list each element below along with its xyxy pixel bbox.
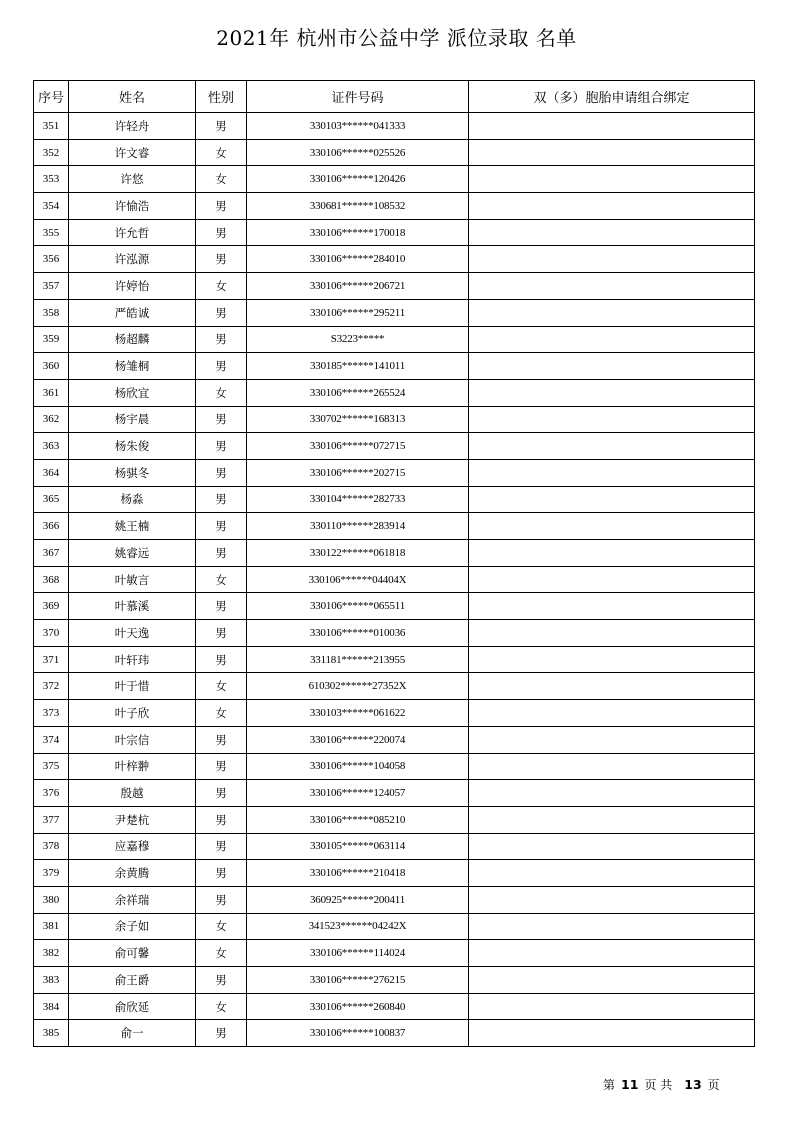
cell-twin-binding — [469, 513, 755, 540]
cell-id-number: 330106******04404X — [247, 566, 469, 593]
cell-name: 杨朱俊 — [69, 433, 196, 460]
cell-twin-binding — [469, 860, 755, 887]
cell-id-number: 330106******170018 — [247, 219, 469, 246]
cell-id-number: 330185******141011 — [247, 353, 469, 380]
cell-name: 许愉浩 — [69, 193, 196, 220]
cell-seq: 369 — [34, 593, 69, 620]
cell-twin-binding — [469, 540, 755, 567]
table-row — [34, 193, 755, 220]
cell-seq: 381 — [34, 913, 69, 940]
page-title: 2021年 杭州市公益中学 派位录取 名单 — [216, 26, 577, 50]
cell-id-number: 330106******220074 — [247, 726, 469, 753]
cell-twin-binding — [469, 673, 755, 700]
table-row — [34, 566, 755, 593]
cell-gender: 男 — [196, 806, 247, 833]
cell-name: 俞欣延 — [69, 993, 196, 1020]
cell-name: 杨超麟 — [69, 326, 196, 353]
cell-name: 姚睿远 — [69, 540, 196, 567]
table-row — [34, 326, 755, 353]
cell-name: 姚王楠 — [69, 513, 196, 540]
cell-name: 许泓源 — [69, 246, 196, 273]
cell-id-number: 330106******210418 — [247, 860, 469, 887]
cell-name: 许悠 — [69, 166, 196, 193]
cell-gender: 男 — [196, 193, 247, 220]
cell-twin-binding — [469, 646, 755, 673]
cell-name: 杨雏桐 — [69, 353, 196, 380]
cell-twin-binding — [469, 166, 755, 193]
column-header-seq: 序号 — [34, 81, 69, 113]
table-row — [34, 753, 755, 780]
cell-seq: 365 — [34, 486, 69, 513]
cell-id-number: 610302******27352X — [247, 673, 469, 700]
cell-name: 俞可馨 — [69, 940, 196, 967]
cell-seq: 377 — [34, 806, 69, 833]
cell-id-number: 330103******061622 — [247, 700, 469, 727]
cell-gender: 男 — [196, 540, 247, 567]
cell-name: 叶宗信 — [69, 726, 196, 753]
cell-gender: 男 — [196, 967, 247, 994]
cell-id-number: 330106******114024 — [247, 940, 469, 967]
cell-name: 俞王爵 — [69, 967, 196, 994]
cell-seq: 359 — [34, 326, 69, 353]
cell-id-number: 330105******063114 — [247, 833, 469, 860]
cell-seq: 372 — [34, 673, 69, 700]
cell-id-number: 330106******072715 — [247, 433, 469, 460]
table-row — [34, 433, 755, 460]
cell-id-number: 330122******061818 — [247, 540, 469, 567]
cell-name: 叶敏言 — [69, 566, 196, 593]
cell-seq: 368 — [34, 566, 69, 593]
cell-seq: 353 — [34, 166, 69, 193]
cell-seq: 371 — [34, 646, 69, 673]
table-body — [34, 113, 755, 1047]
cell-name: 叶于惜 — [69, 673, 196, 700]
cell-gender: 男 — [196, 593, 247, 620]
cell-name: 余子如 — [69, 913, 196, 940]
cell-name: 严皓诚 — [69, 299, 196, 326]
cell-id-number: 341523******04242X — [247, 913, 469, 940]
cell-gender: 男 — [196, 353, 247, 380]
table-row — [34, 673, 755, 700]
cell-id-number: 330106******202715 — [247, 459, 469, 486]
table-row — [34, 513, 755, 540]
cell-id-number: 330106******295211 — [247, 299, 469, 326]
cell-gender: 女 — [196, 166, 247, 193]
cell-seq: 374 — [34, 726, 69, 753]
cell-twin-binding — [469, 967, 755, 994]
cell-id-number: 330106******120426 — [247, 166, 469, 193]
table-row — [34, 299, 755, 326]
cell-seq: 366 — [34, 513, 69, 540]
cell-gender: 男 — [196, 860, 247, 887]
cell-twin-binding — [469, 1020, 755, 1047]
cell-id-number: 331181******213955 — [247, 646, 469, 673]
cell-gender: 女 — [196, 379, 247, 406]
cell-twin-binding — [469, 620, 755, 647]
admission-roster-table — [33, 80, 755, 1047]
cell-gender: 男 — [196, 326, 247, 353]
cell-seq: 352 — [34, 139, 69, 166]
cell-name: 叶慕溪 — [69, 593, 196, 620]
cell-twin-binding — [469, 299, 755, 326]
cell-gender: 男 — [196, 726, 247, 753]
table-row — [34, 886, 755, 913]
cell-name: 应嘉穆 — [69, 833, 196, 860]
cell-id-number: 330106******100837 — [247, 1020, 469, 1047]
cell-twin-binding — [469, 726, 755, 753]
cell-name: 俞一 — [69, 1020, 196, 1047]
cell-id-number: 330106******276215 — [247, 967, 469, 994]
cell-id-number: 330106******065511 — [247, 593, 469, 620]
cell-twin-binding — [469, 753, 755, 780]
cell-gender: 男 — [196, 513, 247, 540]
cell-id-number: 330106******025526 — [247, 139, 469, 166]
cell-seq: 375 — [34, 753, 69, 780]
footer-middle: 页 共 — [644, 1078, 673, 1092]
cell-twin-binding — [469, 273, 755, 300]
cell-name: 余祥瑞 — [69, 886, 196, 913]
cell-gender: 男 — [196, 646, 247, 673]
cell-gender: 男 — [196, 299, 247, 326]
cell-twin-binding — [469, 833, 755, 860]
cell-gender: 男 — [196, 459, 247, 486]
cell-name: 杨欣宜 — [69, 379, 196, 406]
table-row — [34, 620, 755, 647]
cell-id-number: 330106******124057 — [247, 780, 469, 807]
table-row — [34, 860, 755, 887]
cell-id-number: 330103******041333 — [247, 113, 469, 140]
cell-seq: 383 — [34, 967, 69, 994]
cell-gender: 男 — [196, 219, 247, 246]
footer-prefix: 第 — [603, 1078, 616, 1092]
cell-gender: 男 — [196, 433, 247, 460]
footer-suffix: 页 — [707, 1078, 720, 1092]
cell-twin-binding — [469, 139, 755, 166]
cell-name: 杨骐冬 — [69, 459, 196, 486]
cell-seq: 356 — [34, 246, 69, 273]
table-row — [34, 219, 755, 246]
cell-id-number: 330106******206721 — [247, 273, 469, 300]
cell-twin-binding — [469, 326, 755, 353]
cell-twin-binding — [469, 433, 755, 460]
cell-gender: 男 — [196, 113, 247, 140]
cell-gender: 女 — [196, 913, 247, 940]
cell-twin-binding — [469, 700, 755, 727]
cell-twin-binding — [469, 940, 755, 967]
cell-gender: 男 — [196, 886, 247, 913]
cell-twin-binding — [469, 246, 755, 273]
cell-seq: 370 — [34, 620, 69, 647]
cell-twin-binding — [469, 993, 755, 1020]
table-row — [34, 780, 755, 807]
table-row — [34, 273, 755, 300]
cell-name: 殷越 — [69, 780, 196, 807]
cell-name: 叶梓翀 — [69, 753, 196, 780]
cell-twin-binding — [469, 593, 755, 620]
table-row — [34, 353, 755, 380]
cell-id-number: 330106******085210 — [247, 806, 469, 833]
total-pages-number: 13 — [684, 1077, 702, 1092]
cell-seq: 355 — [34, 219, 69, 246]
table-row — [34, 139, 755, 166]
cell-seq: 376 — [34, 780, 69, 807]
table-row — [34, 726, 755, 753]
cell-name: 叶轩玮 — [69, 646, 196, 673]
cell-gender: 女 — [196, 993, 247, 1020]
cell-twin-binding — [469, 113, 755, 140]
cell-seq: 351 — [34, 113, 69, 140]
cell-seq: 373 — [34, 700, 69, 727]
table-row — [34, 593, 755, 620]
cell-name: 尹楚杭 — [69, 806, 196, 833]
cell-gender: 男 — [196, 833, 247, 860]
table-row — [34, 540, 755, 567]
cell-seq: 361 — [34, 379, 69, 406]
cell-twin-binding — [469, 806, 755, 833]
cell-gender: 男 — [196, 246, 247, 273]
cell-gender: 男 — [196, 620, 247, 647]
column-header-name: 姓名 — [69, 81, 196, 113]
cell-gender: 女 — [196, 940, 247, 967]
table-row — [34, 379, 755, 406]
cell-seq: 362 — [34, 406, 69, 433]
current-page-number: 11 — [621, 1077, 639, 1092]
cell-seq: 364 — [34, 459, 69, 486]
cell-id-number: 330702******168313 — [247, 406, 469, 433]
cell-seq: 354 — [34, 193, 69, 220]
table-row — [34, 993, 755, 1020]
cell-twin-binding — [469, 219, 755, 246]
cell-gender: 男 — [196, 406, 247, 433]
cell-seq: 358 — [34, 299, 69, 326]
cell-id-number: 330104******282733 — [247, 486, 469, 513]
cell-seq: 378 — [34, 833, 69, 860]
table-row — [34, 459, 755, 486]
cell-seq: 379 — [34, 860, 69, 887]
cell-gender: 男 — [196, 486, 247, 513]
cell-twin-binding — [469, 406, 755, 433]
cell-name: 许文睿 — [69, 139, 196, 166]
cell-gender: 男 — [196, 780, 247, 807]
cell-twin-binding — [469, 566, 755, 593]
column-header-gender: 性别 — [196, 81, 247, 113]
cell-seq: 382 — [34, 940, 69, 967]
table-row — [34, 1020, 755, 1047]
column-header-twin-binding: 双（多）胞胎申请组合绑定 — [469, 81, 755, 113]
cell-twin-binding — [469, 193, 755, 220]
cell-name: 许轻舟 — [69, 113, 196, 140]
cell-seq: 385 — [34, 1020, 69, 1047]
cell-seq: 363 — [34, 433, 69, 460]
cell-seq: 384 — [34, 993, 69, 1020]
table-row — [34, 406, 755, 433]
table-row — [34, 113, 755, 140]
cell-gender: 女 — [196, 566, 247, 593]
cell-name: 杨淼 — [69, 486, 196, 513]
cell-twin-binding — [469, 379, 755, 406]
table-row — [34, 700, 755, 727]
cell-seq: 380 — [34, 886, 69, 913]
table-row — [34, 806, 755, 833]
page-footer — [603, 1076, 720, 1093]
cell-id-number: 330106******010036 — [247, 620, 469, 647]
cell-name: 叶子欣 — [69, 700, 196, 727]
cell-name: 叶天逸 — [69, 620, 196, 647]
table-row — [34, 646, 755, 673]
table-row — [34, 940, 755, 967]
cell-id-number: 330106******265524 — [247, 379, 469, 406]
table-row — [34, 967, 755, 994]
cell-twin-binding — [469, 353, 755, 380]
cell-gender: 女 — [196, 700, 247, 727]
table-row — [34, 246, 755, 273]
cell-id-number: 330106******260840 — [247, 993, 469, 1020]
cell-name: 杨宇晨 — [69, 406, 196, 433]
cell-id-number: 330110******283914 — [247, 513, 469, 540]
cell-id-number: S3223***** — [247, 326, 469, 353]
cell-gender: 女 — [196, 273, 247, 300]
table-row — [34, 486, 755, 513]
cell-name: 许允哲 — [69, 219, 196, 246]
cell-gender: 男 — [196, 753, 247, 780]
cell-gender: 女 — [196, 673, 247, 700]
cell-seq: 367 — [34, 540, 69, 567]
cell-name: 余黄腾 — [69, 860, 196, 887]
cell-id-number: 360925******200411 — [247, 886, 469, 913]
cell-gender: 女 — [196, 139, 247, 166]
column-header-id-number: 证件号码 — [247, 81, 469, 113]
cell-id-number: 330106******104058 — [247, 753, 469, 780]
cell-seq: 360 — [34, 353, 69, 380]
cell-twin-binding — [469, 459, 755, 486]
cell-twin-binding — [469, 913, 755, 940]
cell-twin-binding — [469, 486, 755, 513]
cell-id-number: 330106******284010 — [247, 246, 469, 273]
cell-gender: 男 — [196, 1020, 247, 1047]
cell-twin-binding — [469, 886, 755, 913]
table-row — [34, 913, 755, 940]
table-header-row — [34, 81, 755, 113]
cell-twin-binding — [469, 780, 755, 807]
table-row — [34, 833, 755, 860]
table-row — [34, 166, 755, 193]
cell-name: 许婷怡 — [69, 273, 196, 300]
cell-id-number: 330681******108532 — [247, 193, 469, 220]
cell-seq: 357 — [34, 273, 69, 300]
